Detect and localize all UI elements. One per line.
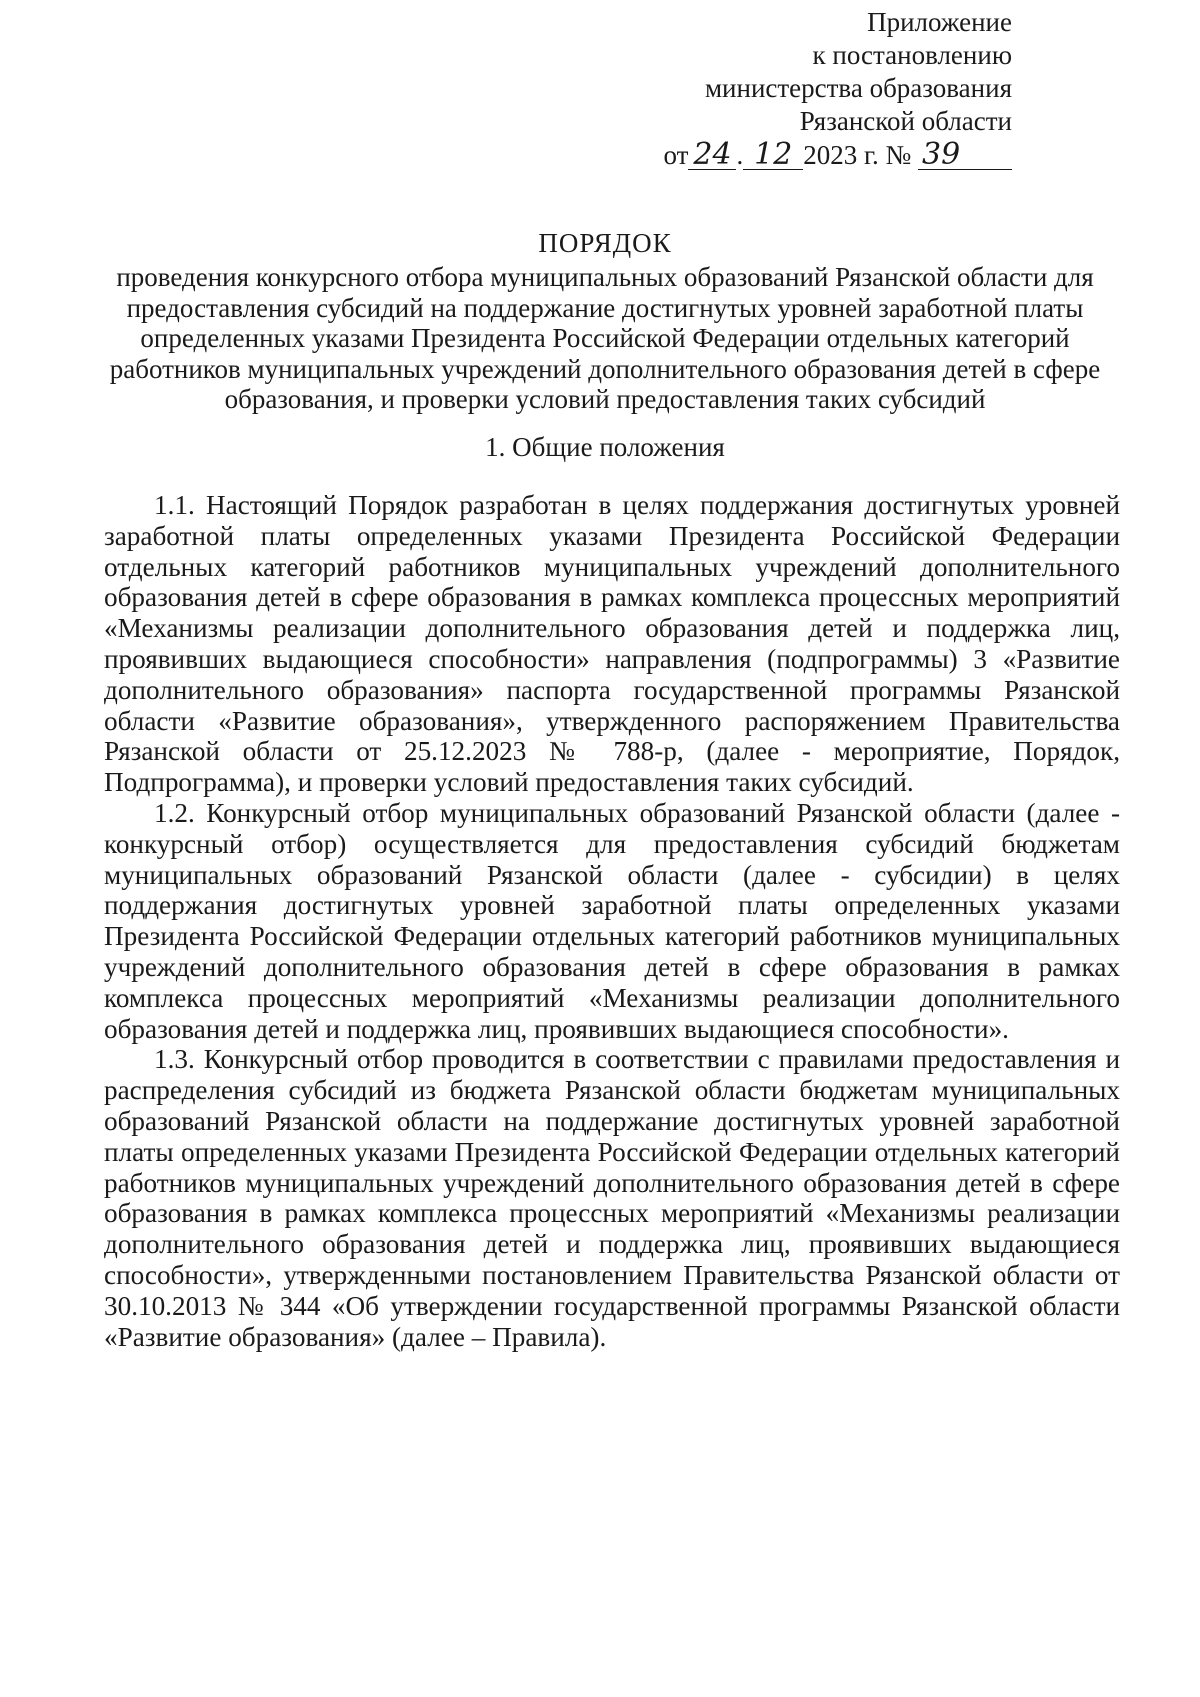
- paragraph-1-1: 1.1. Настоящий Порядок разработан в целях поддержания достигнутых уровней заработной платы определенных указами Президента Российской Федерации отдельных категорий работников муниципальных учреждений дополнительного образования детей в сфере образования в рамках комплекса процессных мероприятий «Механизмы реализации дополнительного образования детей и поддержка лиц, проявивших выдающиеся способности» направления (подпрограммы) 3 «Развитие дополнительного образования» паспорта государственной программы Рязанской области «Развитие образования», утвержденного распоряжением Правительства Рязанской области от 25.12.2023 № 788-р, (далее - мероприятие, Порядок, Подпрограмма), и проверки условий предоставления таких субсидий.: [104, 490, 1120, 798]
- appendix-date-line: от 24 . 12 2023 г. № 39: [664, 139, 1013, 172]
- date-prefix: от: [663, 140, 689, 170]
- document-title-block: [90, 224, 1120, 415]
- paragraph-1-3: 1.3. Конкурсный отбор проводится в соответствии с правилами предоставления и распределения субсидий из бюджета Рязанской области бюджетам муниципальных образований Рязанской области на поддержание достигнутых уровней заработной платы определенных указами Президента Российской Федерации отдельных категорий работников муниципальных учреждений дополнительного образования детей в сфере образования в рамках комплекса процессных мероприятий «Механизмы реализации дополнительного образования детей и поддержка лиц, проявивших выдающиеся способности», утвержденными постановлением Правительства Рязанской области от 30.10.2013 № 344 «Об утверждении государственной программы Рязанской области «Развитие образования» (далее – Правила).: [104, 1044, 1120, 1352]
- appendix-ministry: министерства образования: [704, 73, 1012, 103]
- section-heading: 1. Общие положения: [485, 432, 725, 462]
- handwritten-doc-number: 39: [918, 141, 1012, 170]
- date-year: 2023 г. №: [803, 140, 912, 170]
- appendix-resolution-ref: к постановлению: [812, 40, 1012, 70]
- document-body: [104, 490, 1120, 1352]
- handwritten-month: 12: [743, 141, 803, 170]
- appendix-header: [664, 6, 1013, 172]
- appendix-region: Рязанской области: [799, 106, 1012, 136]
- paragraph-1-2: 1.2. Конкурсный отбор муниципальных образований Рязанской области (далее - конкурсный отбор) осуществляется для предоставления субсидий бюджетам муниципальных образований Рязанской области (далее - субсидии) в целях поддержания достигнутых уровней заработной платы определенных указами Президента Российской Федерации отдельных категорий работников муниципальных учреждений дополнительного образования детей в сфере образования в рамках комплекса процессных мероприятий «Механизмы реализации дополнительного образования детей и поддержка лиц, проявивших выдающиеся способности».: [104, 797, 1120, 1044]
- appendix-label: Приложение: [867, 7, 1012, 37]
- document-title: ПОРЯДОК: [538, 228, 672, 258]
- handwritten-day: 24: [688, 141, 736, 170]
- document-subtitle: проведения конкурсного отбора муниципальных образований Рязанской области для предоставления субсидий на поддержание достигнутых уровней заработной платы определенных указами Президента Российской Федерации отдельных категорий работников муниципальных учреждений дополнительного образования детей в сфере образования, и проверки условий предоставления таких субсидий: [109, 262, 1101, 414]
